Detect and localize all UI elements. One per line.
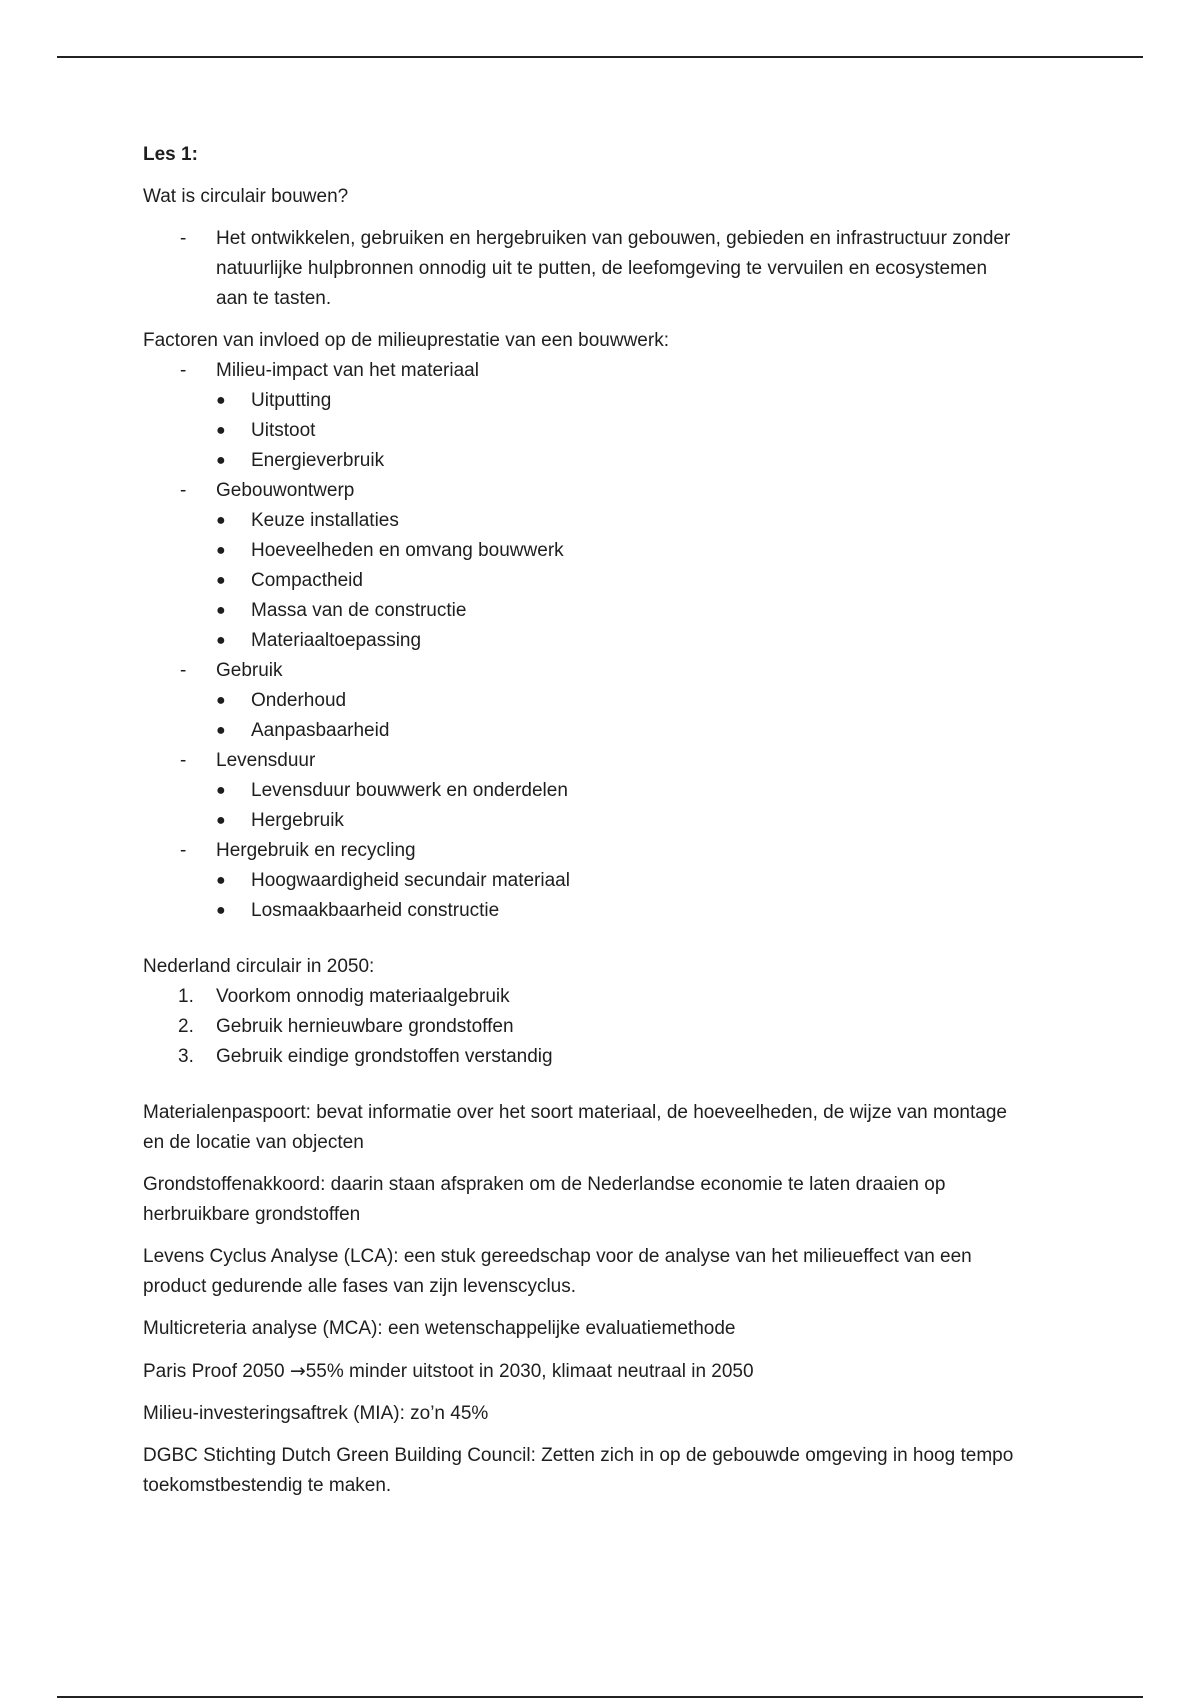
factor-subitem: ● Uitstoot bbox=[143, 416, 1023, 446]
bullet-icon: ● bbox=[216, 902, 226, 919]
bullet-icon: ● bbox=[216, 452, 226, 469]
factor-subitem: ● Hoogwaardigheid secundair materiaal bbox=[143, 866, 1023, 896]
bullet-icon: ● bbox=[216, 422, 226, 439]
factor-subitem: ● Uitputting bbox=[143, 386, 1023, 416]
mia-definition: Milieu-investeringsaftrek (MIA): zo’n 45% bbox=[143, 1403, 489, 1424]
factor-group: - Milieu-impact van het materiaal bbox=[180, 360, 479, 381]
bullet-icon: ● bbox=[216, 782, 226, 799]
mca-definition: Multicreteria analyse (MCA): een wetenschappelijke evaluatiemethode bbox=[143, 1318, 736, 1339]
nl2050-item: 3. Gebruik eindige grondstoffen verstandig bbox=[178, 1046, 553, 1067]
bullet-icon: ● bbox=[216, 512, 226, 529]
header-rule bbox=[57, 56, 1143, 58]
factor-subitem: ● Levensduur bouwwerk en onderdelen bbox=[143, 776, 1023, 806]
bullet-icon: ● bbox=[216, 542, 226, 559]
factor-group-label: Hergebruik en recycling bbox=[216, 840, 416, 861]
factor-subitem: ● Keuze installaties bbox=[143, 506, 1023, 536]
definition-text: Het ontwikkelen, gebruiken en hergebruiken van gebouwen, gebieden en infrastructuur zonder natuurlijke hulpbronnen onnodig uit te putten, de leefomgeving te vervuilen en ecosystemen aan te tasten. bbox=[216, 228, 1011, 309]
factor-group-label: Milieu-impact van het materiaal bbox=[216, 360, 479, 381]
factor-subitem: ● Energieverbruik bbox=[143, 446, 1023, 476]
document-body bbox=[143, 140, 1023, 1513]
bullet-icon: ● bbox=[216, 722, 226, 739]
factor-group-label: Levensduur bbox=[216, 750, 316, 771]
factor-group-label: Gebruik bbox=[216, 660, 283, 681]
factor-group: - Gebouwontwerp bbox=[180, 480, 355, 501]
bullet-icon: ● bbox=[216, 692, 226, 709]
bullet-icon: ● bbox=[216, 812, 226, 829]
nl2050-item: 1. Voorkom onnodig materiaalgebruik bbox=[178, 986, 510, 1007]
nl2050-heading: Nederland circulair in 2050: bbox=[143, 956, 375, 977]
footer-rule bbox=[57, 1696, 1143, 1698]
materialenpaspoort-definition: Materialenpaspoort: bevat informatie over het soort materiaal, de hoeveelheden, de wijze van montage en de locatie van objecten bbox=[143, 1102, 1007, 1153]
bullet-icon: ● bbox=[216, 392, 226, 409]
dgbc-definition: DGBC Stichting Dutch Green Building Council: Zetten zich in op de gebouwde omgeving in hoog tempo toekomstbestendig te maken. bbox=[143, 1445, 1014, 1496]
factor-subitem: ● Hoeveelheden en omvang bouwwerk bbox=[143, 536, 1023, 566]
question-text: Wat is circulair bouwen? bbox=[143, 186, 349, 207]
arrow-right-icon: → bbox=[289, 1360, 306, 1382]
factor-group-label: Gebouwontwerp bbox=[216, 480, 355, 501]
factor-subitem: ● Aanpasbaarheid bbox=[143, 716, 1023, 746]
bullet-icon: ● bbox=[216, 572, 226, 589]
factor-subitem: ● Materiaaltoepassing bbox=[143, 626, 1023, 656]
bullet-icon: ● bbox=[216, 602, 226, 619]
dash-marker: - bbox=[180, 228, 187, 249]
paris-proof-definition: Paris Proof 2050 →55% minder uitstoot in 2030, klimaat neutraal in 2050 bbox=[143, 1360, 754, 1382]
factor-group: - Levensduur bbox=[180, 750, 316, 771]
grondstoffenakkoord-definition: Grondstoffenakkoord: daarin staan afspraken om de Nederlandse economie te laten draaien op herbruikbare grondstoffen bbox=[143, 1174, 946, 1225]
factor-subitem: ● Hergebruik bbox=[143, 806, 1023, 836]
bullet-icon: ● bbox=[216, 872, 226, 889]
nl2050-item: 2. Gebruik hernieuwbare grondstoffen bbox=[178, 1016, 514, 1037]
factor-subitem: ● Massa van de constructie bbox=[143, 596, 1023, 626]
factor-group: - Gebruik bbox=[180, 660, 283, 681]
factor-subitem: ● Losmaakbaarheid constructie bbox=[143, 896, 1023, 926]
factor-subitem: ● Onderhoud bbox=[143, 686, 1023, 716]
bullet-icon: ● bbox=[216, 632, 226, 649]
lesson-title: Les 1: bbox=[143, 144, 198, 165]
factor-subitem: ● Compactheid bbox=[143, 566, 1023, 596]
factors-heading: Factoren van invloed op de milieuprestatie van een bouwwerk: bbox=[143, 330, 669, 351]
factor-group: - Hergebruik en recycling bbox=[180, 840, 416, 861]
lca-definition: Levens Cyclus Analyse (LCA): een stuk gereedschap voor de analyse van het milieueffect van een product gedurende alle fases van zijn levenscyclus. bbox=[143, 1246, 972, 1297]
definition-item bbox=[143, 224, 1023, 314]
